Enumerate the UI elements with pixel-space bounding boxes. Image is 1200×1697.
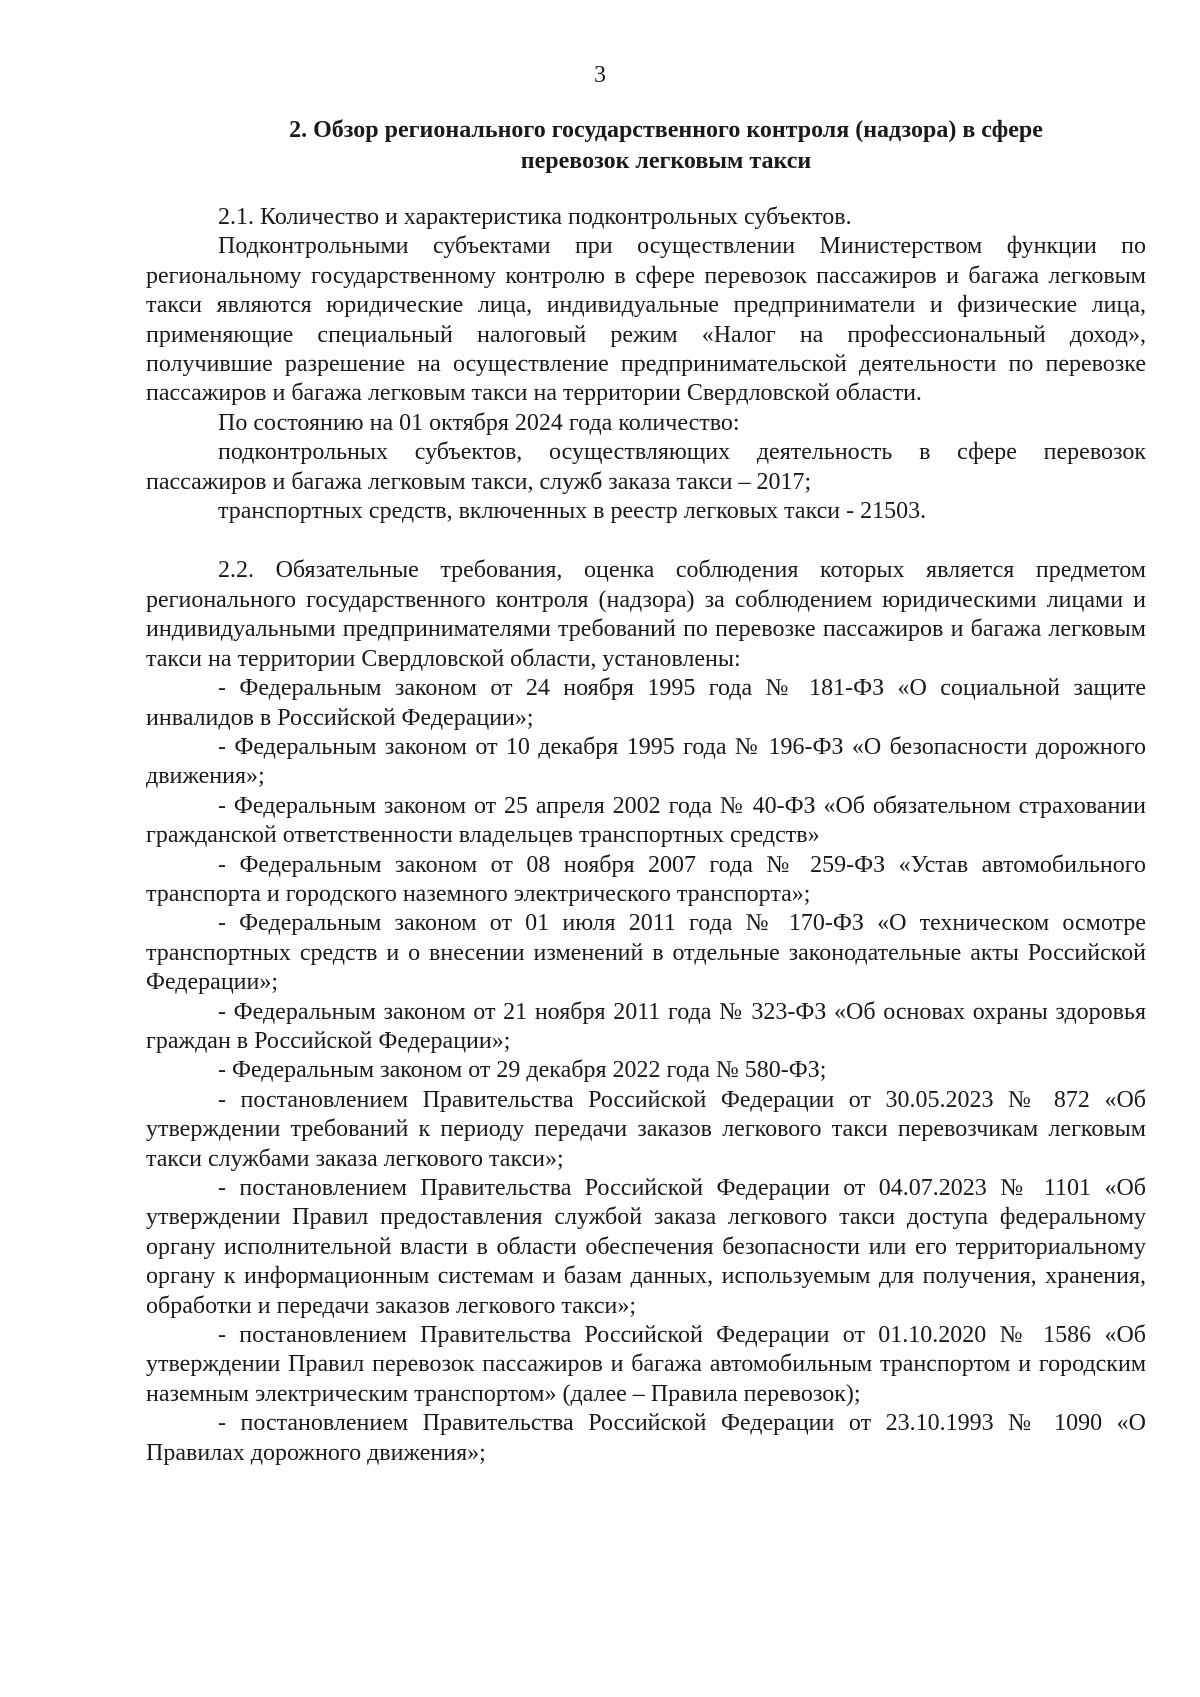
list-item: - Федеральным законом от 29 декабря 2022 года № 580-ФЗ; bbox=[218, 1057, 827, 1084]
document-body bbox=[146, 115, 1146, 1468]
list-item: - постановлением Правительства Российской Федерации от 23.10.1993 № 1090 «О Правилах дорожного движения»; bbox=[146, 1410, 1146, 1466]
list-item: - Федеральным законом от 10 декабря 1995 года № 196-ФЗ «О безопасности дорожного движения»; bbox=[146, 733, 1146, 790]
list-item: - Федеральным законом от 08 ноября 2007 года № 259-ФЗ «Устав автомобильного транспорта и городского наземного электрического транспорта»; bbox=[146, 851, 1146, 907]
list-item: - постановлением Правительства Российской Федерации от 04.07.2023 № 1101 «Об утверждении Правил предоставления службой заказа легкового такси доступа федеральному органу исполнительной власти в области обеспечения безопасности или его территориальному органу к информационным системам и базам данных, используемым для получения, хранения, обработки и передачи заказов легкового такси»; bbox=[146, 1175, 1146, 1319]
paragraph: По состоянию на 01 октября 2024 года количество: bbox=[218, 409, 740, 436]
paragraph-gap bbox=[146, 526, 1146, 556]
list-item: - постановлением Правительства Российской Федерации от 30.05.2023 № 872 «Об утверждении требований к периоду передачи заказов легкового такси перевозчикам легковым такси службами заказа легкового такси»; bbox=[146, 1086, 1146, 1172]
paragraph: транспортных средств, включенных в реестр легковых такси - 21503. bbox=[218, 498, 927, 525]
list-item: - Федеральным законом от 25 апреля 2002 года № 40-ФЗ «Об обязательном страховании гражданской ответственности владельцев транспортных средств» bbox=[146, 792, 1146, 849]
paragraph: Подконтрольными субъектами при осуществлении Министерством функции по региональному государственному контролю в сфере перевозок пассажиров и багажа легковым такси являются юридические лица, индивидуальные предприниматели и физические лица, применяющие специальный налоговый режим «Налог на профессиональный доход», получившие разрешение на осуществление предпринимательской деятельности по перевозке пассажиров и багажа легковым такси на территории Свердловской области. bbox=[146, 233, 1146, 407]
paragraph: 2.2. Обязательные требования, оценка соблюдения которых является предметом регионального государственного контроля (надзора) за соблюдением юридическими лицами и индивидуальными предпринимателями требований по перевозке пассажиров и багажа легковым такси на территории Свердловской области, установлены: bbox=[146, 557, 1146, 672]
subsection-2-1 bbox=[146, 203, 1146, 526]
section-title-line-2: перевозок легковым такси bbox=[520, 148, 812, 174]
page-number: 3 bbox=[594, 62, 606, 88]
subsection-2-2 bbox=[146, 556, 1146, 1468]
list-item: - Федеральным законом от 21 ноября 2011 года № 323-ФЗ «Об основах охраны здоровья граждан в Российской Федерации»; bbox=[146, 998, 1146, 1054]
list-item: - постановлением Правительства Российской Федерации от 01.10.2020 № 1586 «Об утверждении Правил перевозок пассажиров и багажа автомобильным транспортом и городским наземным электрическим транспортом» (далее – Правила перевозок); bbox=[146, 1322, 1146, 1407]
list-item: - Федеральным законом от 24 ноября 1995 года № 181-ФЗ «О социальной защите инвалидов в Российской Федерации»; bbox=[146, 675, 1146, 731]
paragraph: подконтрольных субъектов, осуществляющих деятельность в сфере перевозок пассажиров и багажа легковым такси, служб заказа такси – 2017; bbox=[146, 439, 1146, 495]
paragraph: 2.1. Количество и характеристика подконтрольных субъектов. bbox=[218, 204, 852, 230]
section-title-line-1: 2. Обзор регионального государственного контроля (надзора) в сфере bbox=[289, 117, 1043, 143]
list-item: - Федеральным законом от 01 июля 2011 года № 170-ФЗ «О техническом осмотре транспортных средств и о внесении изменений в отдельные законодательные акты Российской Федерации»; bbox=[146, 910, 1146, 996]
section-title bbox=[146, 115, 1146, 177]
